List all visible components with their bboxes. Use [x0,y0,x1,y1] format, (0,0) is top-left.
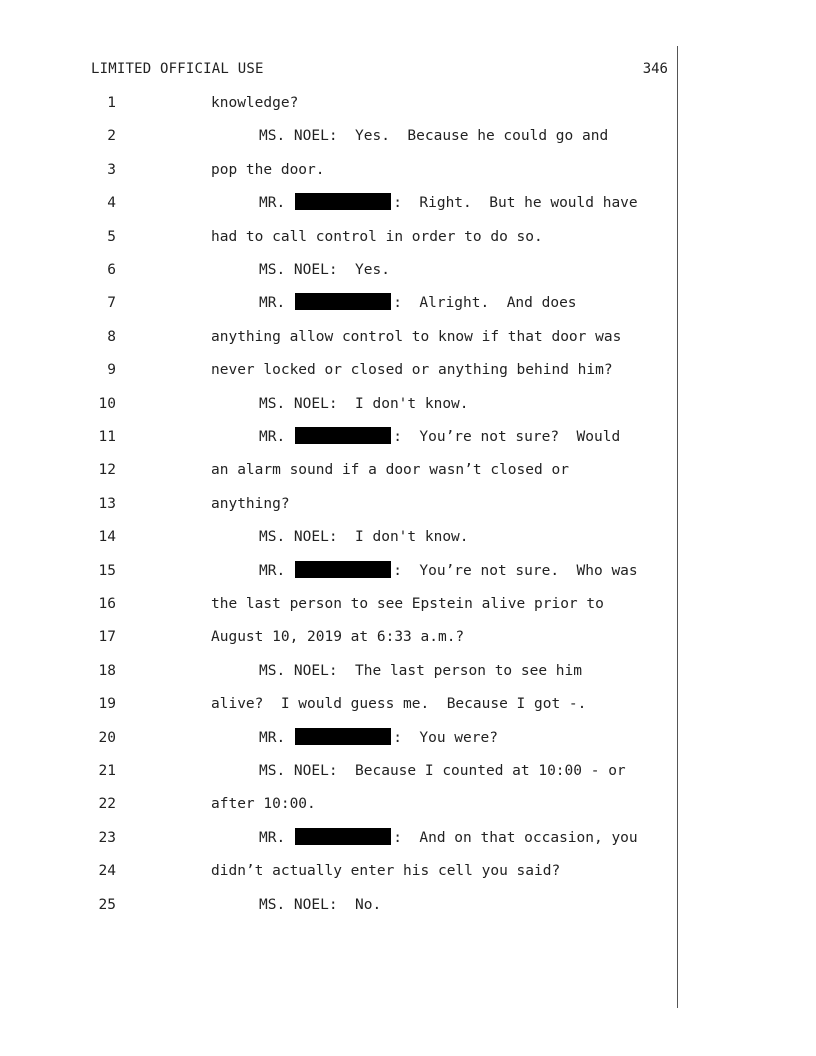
line-number: 24 [98,863,116,879]
transcript-line [0,794,816,814]
line-text [259,260,390,280]
line-number: 6 [107,262,116,278]
line-number: 10 [98,396,116,412]
line-segment: : You’re not sure. Who was [393,563,638,579]
line-text [211,494,290,514]
line-number: 3 [107,162,116,178]
line-segment: MR. [259,730,286,746]
line-segment: : And on that occasion, you [393,830,638,846]
line-text [259,561,638,581]
transcript-line [0,160,816,180]
line-segment: MR. [259,195,286,211]
line-segment: alive? I would guess me. Because I got -. [211,696,587,712]
line-text [211,327,621,347]
line-number: 9 [107,362,116,378]
line-number: 5 [107,229,116,245]
line-segment: didn’t actually enter his cell you said? [211,863,561,879]
line-number: 2 [107,128,116,144]
line-segment: MS. NOEL: The last person to see him [259,663,583,679]
line-segment: never locked or closed or anything behind him? [211,362,613,378]
line-text [211,227,543,247]
line-text [259,761,626,781]
line-text [259,126,608,146]
transcript-line [0,227,816,247]
transcript-line [0,561,816,581]
line-number: 18 [98,663,116,679]
transcript-line [0,661,816,681]
line-number: 11 [98,429,116,445]
transcript-line [0,527,816,547]
transcript-line [0,594,816,614]
line-segment: : Right. But he would have [393,195,638,211]
redaction-block [295,293,391,310]
line-text [259,293,577,313]
line-segment: : You’re not sure? Would [393,429,621,445]
line-text [259,728,498,748]
line-number: 19 [98,696,116,712]
transcript-line [0,427,816,447]
line-segment: MR. [259,429,286,445]
transcript-line [0,861,816,881]
redaction-block [295,561,391,578]
line-text [259,193,638,213]
classification-header: LIMITED OFFICIAL USE [91,61,264,77]
line-segment: : Alright. And does [393,295,577,311]
line-segment: had to call control in order to do so. [211,229,543,245]
line-number: 1 [107,95,116,111]
transcript-line [0,126,816,146]
redaction-block [295,427,391,444]
line-number: 12 [98,462,116,478]
line-text [259,427,620,447]
redaction-block [295,193,391,210]
line-text [211,694,586,714]
transcript-line [0,828,816,848]
redaction-block [295,828,391,845]
line-number: 20 [98,730,116,746]
transcript-line [0,694,816,714]
line-number: 15 [98,563,116,579]
line-segment: MS. NOEL: Because I counted at 10:00 - or [259,763,626,779]
line-text [211,794,316,814]
line-segment: MR. [259,295,286,311]
line-text [259,895,381,915]
line-number: 7 [107,295,116,311]
line-segment: MS. NOEL: No. [259,897,382,913]
transcript-line [0,394,816,414]
line-number: 22 [98,796,116,812]
line-segment: knowledge? [211,95,299,111]
line-text [211,360,613,380]
line-segment: anything allow control to know if that door was [211,329,622,345]
line-segment: anything? [211,496,290,512]
line-text [211,93,298,113]
line-segment: an alarm sound if a door wasn’t closed or [211,462,569,478]
line-text [211,594,604,614]
transcript-line [0,627,816,647]
line-number: 17 [98,629,116,645]
line-text [259,828,638,848]
redaction-block [295,728,391,745]
line-segment: August 10, 2019 at 6:33 a.m.? [211,629,465,645]
transcript-line [0,761,816,781]
line-segment: MR. [259,563,286,579]
line-number: 8 [107,329,116,345]
transcript-line [0,193,816,213]
line-segment: pop the door. [211,162,325,178]
line-number: 21 [98,763,116,779]
line-number: 13 [98,496,116,512]
line-segment: the last person to see Epstein alive prior to [211,596,604,612]
line-segment: after 10:00. [211,796,316,812]
line-segment: MS. NOEL: Yes. Because he could go and [259,128,609,144]
transcript-line [0,895,816,915]
line-text [211,460,569,480]
line-number: 16 [98,596,116,612]
page-number: 346 [642,61,668,77]
line-text [259,661,582,681]
line-number: 25 [98,897,116,913]
line-number: 23 [98,830,116,846]
transcript-line [0,260,816,280]
transcript-line [0,360,816,380]
line-number: 4 [107,195,116,211]
transcript-line [0,494,816,514]
line-segment: MR. [259,830,286,846]
line-text [259,394,469,414]
line-text [211,627,464,647]
line-text [259,527,469,547]
transcript-line [0,293,816,313]
line-number: 14 [98,529,116,545]
transcript-line [0,728,816,748]
line-segment: MS. NOEL: I don't know. [259,396,469,412]
transcript-line [0,93,816,113]
transcript-line [0,327,816,347]
line-text [211,160,325,180]
transcript-line [0,460,816,480]
line-text [211,861,560,881]
line-segment: MS. NOEL: Yes. [259,262,390,278]
line-segment: : You were? [393,730,498,746]
line-segment: MS. NOEL: I don't know. [259,529,469,545]
